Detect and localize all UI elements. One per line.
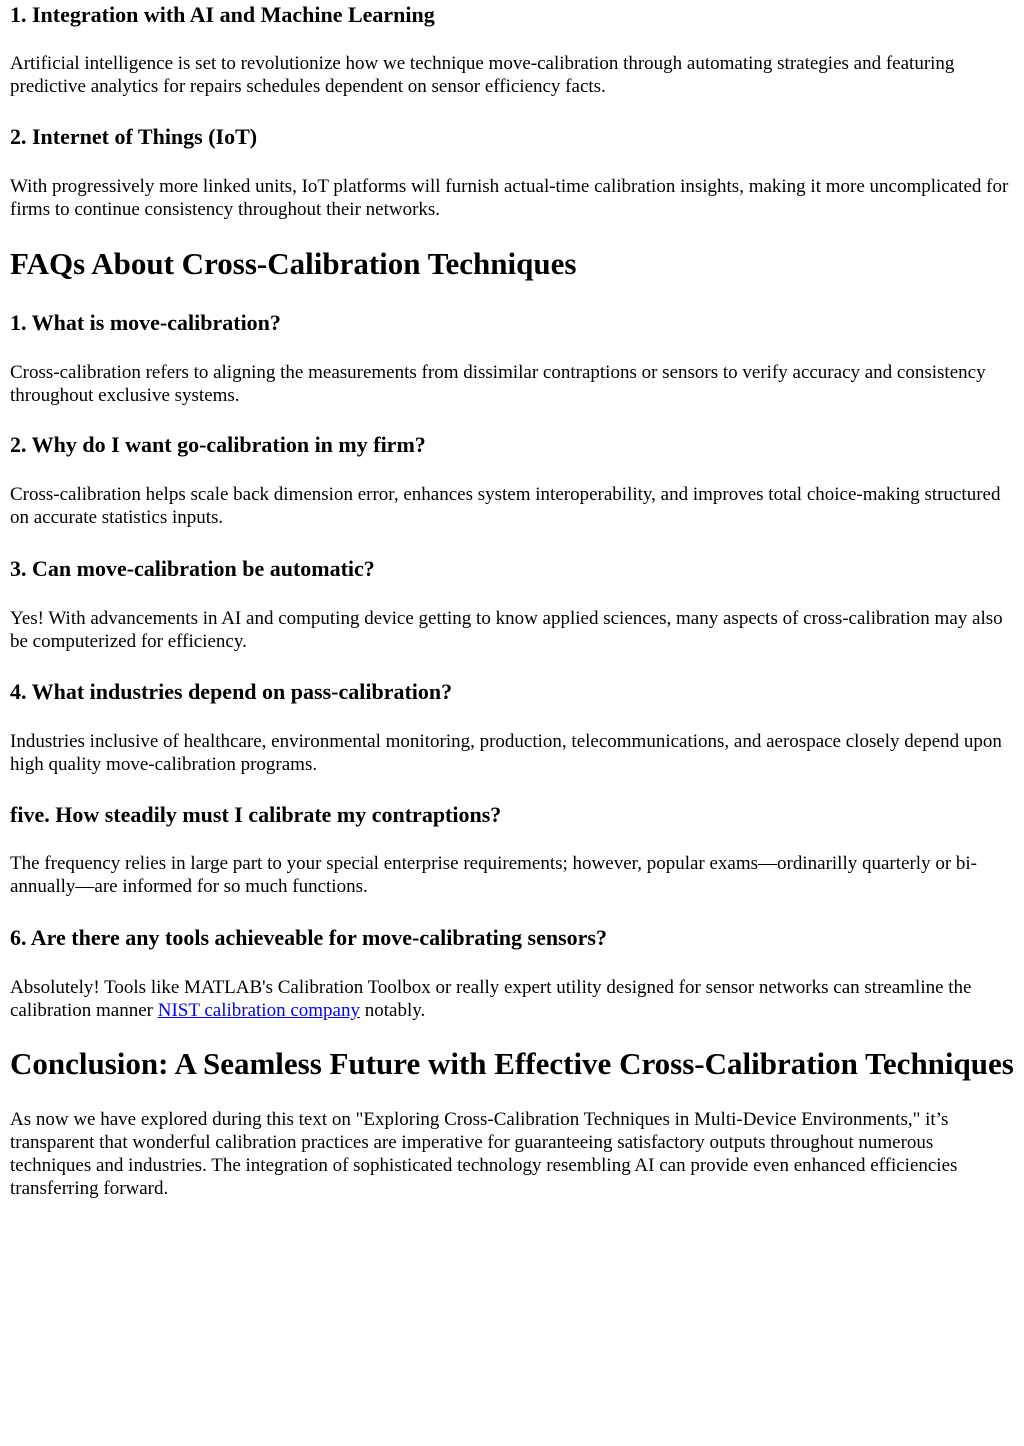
conclusion-paragraph: As now we have explored during this text on "Exploring Cross-Calibration Techniques in Multi-Device Environments," it’s transparent that wonderful calibration practices are imperative for guaranteeing satisfactory outputs throughout numerous techniques and industries. The integration of sophisticated technology resembling AI can provide even enhanced efficiencies transferring forward. (10, 1109, 958, 1199)
faq-answer-3: Yes! With advancements in AI and computing device getting to know applied sciences, many aspects of cross-calibration may also be computerized for efficiency. (10, 608, 1003, 652)
faq-question-6: 6. Are there any tools achieveable for move-calibrating sensors? (10, 925, 607, 950)
section-heading-ai-ml: 1. Integration with AI and Machine Learning (10, 2, 435, 27)
faq-question-4: 4. What industries depend on pass-calibration? (10, 679, 453, 704)
faq-heading: FAQs About Cross-Calibration Techniques (10, 246, 577, 281)
faq-answer-6-text-after: notably. (359, 1000, 426, 1021)
faq-answer-2: Cross-calibration helps scale back dimension error, enhances system interoperability, and improves total choice-making structured on accurate statistics inputs. (10, 484, 1001, 528)
faq-answer-6 (10, 976, 1014, 1022)
faq-question-2: 2. Why do I want go-calibration in my firm? (10, 432, 426, 457)
faq-answer-5: The frequency relies in large part to your special enterprise requirements; however, popular exams—ordinarilly quarterly or bi-annually—are informed for so much functions. (10, 853, 978, 897)
faq-question-1: 1. What is move-calibration? (10, 310, 281, 335)
section-heading-iot: 2. Internet of Things (IoT) (10, 124, 258, 149)
conclusion-heading: Conclusion: A Seamless Future with Effective Cross-Calibration Techniques (10, 1046, 1014, 1081)
faq-answer-4: Industries inclusive of healthcare, environmental monitoring, production, telecommunications, and aerospace closely depend upon high quality move-calibration programs. (10, 731, 1002, 775)
faq-question-3: 3. Can move-calibration be automatic? (10, 556, 375, 581)
nist-calibration-link[interactable]: NIST calibration company (157, 1000, 360, 1021)
faq-answer-1: Cross-calibration refers to aligning the measurements from dissimilar contraptions or sensors to verify accuracy and consistency throughout exclusive systems. (10, 362, 986, 406)
faq-answer-6-text-before: Absolutely! Tools like MATLAB's Calibration Toolbox or really expert utility designed for sensor networks can streamline the calibration manner (10, 977, 972, 1021)
faq-question-5: five. How steadily must I calibrate my contraptions? (10, 802, 502, 827)
section-paragraph-ai-ml: Artificial intelligence is set to revolutionize how we technique move-calibration through automating strategies and featuring predictive analytics for repairs schedules dependent on sensor efficiency facts. (10, 53, 955, 97)
section-paragraph-iot: With progressively more linked units, IoT platforms will furnish actual-time calibration insights, making it more uncomplicated for firms to continue consistency throughout their networks. (10, 176, 1009, 220)
